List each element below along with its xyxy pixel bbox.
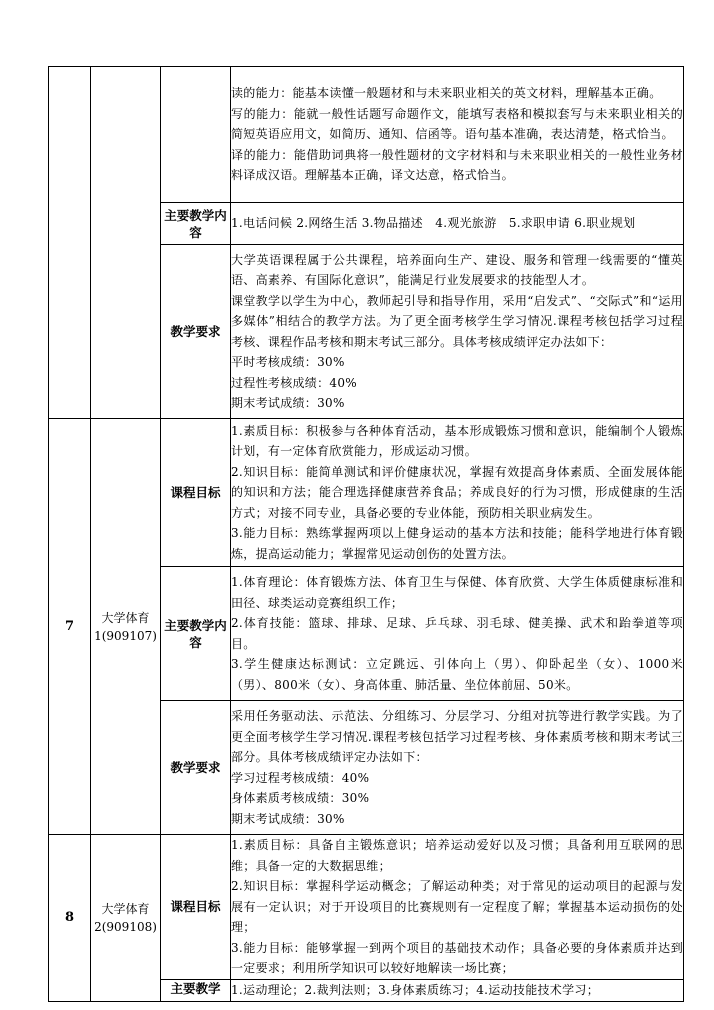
content-text: 1.体育理论：体育锻炼方法、体育卫生与保健、体育欣赏、大学生体质健康标准和田径、球类运动竞赛组织工作；: [231, 575, 683, 610]
course-name-cell: [91, 835, 161, 1002]
course-name-cell: [91, 419, 161, 835]
goal-text: 1.素质目标：具备自主锻炼意识；培养运动爱好以及习惯；具备利用互联网的思维；具备一定的大数据思维；: [231, 838, 683, 873]
reading-ability-text: 读的能力：能基本读懂一般题材和与未来职业相关的英文材料，理解基本正确。: [231, 86, 662, 101]
goal-text: 3.能力目标：能够掌握一到两个项目的基础技术动作；具备必要的身体素质并达到一定要求；利用所学知识可以较好地解读一场比赛；: [231, 940, 683, 975]
writing-ability-text: 写的能力：能就一般性话题写命题作文，能填写表格和模拟套写与未来职业相关的简短英语应用文，如简历、通知、信函等。语句基本准确，表达清楚，格式恰当。: [231, 106, 683, 142]
content-text: 1.运动理论；2.裁判法则；3.身体素质练习；4.运动技能技术学习；: [231, 982, 599, 997]
goal-cell: [231, 419, 684, 567]
content-cell: [231, 203, 684, 245]
requirement-label: 教学要求: [161, 701, 231, 835]
score-line: 期末考试成绩：30%: [231, 396, 345, 410]
content-label: 主要教学: [161, 979, 231, 1001]
course-name: 大学体育: [101, 901, 150, 916]
table-row: [49, 67, 684, 203]
requirement-text: 大学英语课程属于公共课程，培养面向生产、建设、服务和管理一线需要的“懂英语、高素养、有国际化意识”，能满足行业发展要求的技能型人才。: [231, 252, 683, 287]
score-line: 身体素质考核成绩：30%: [231, 791, 370, 805]
row-number: 8: [49, 835, 91, 1002]
objectives-cell: [231, 67, 684, 203]
requirement-cell: [231, 701, 684, 835]
goal-cell: [231, 835, 684, 980]
course-code: 1(909107): [94, 628, 157, 643]
row-number-cell: [49, 67, 91, 419]
content-cell: [231, 567, 684, 701]
goal-text: 2.知识目标：能简单测试和评价健康状况，掌握有效提高身体素质、全面发展体能的知识和方法；能合理选择健康营养食品；养成良好的行为习惯，形成健康的生活方式；对接不同专业，具备必要的专业体能，预防相关职业病发生。: [231, 464, 683, 520]
table-row: [49, 835, 684, 980]
table-row: [49, 419, 684, 567]
goal-label: 课程目标: [161, 835, 231, 980]
course-code: 2(909108): [94, 919, 157, 934]
goal-text: 3.能力目标：熟练掌握两项以上健身运动的基本方法和技能；能科学地进行体育锻炼，提高运动能力；掌握常见运动创伤的处置方法。: [231, 526, 683, 561]
label-cell: [161, 67, 231, 203]
score-line: 平时考核成绩：30%: [231, 355, 345, 369]
content-label: 主要教学内容: [161, 567, 231, 701]
requirement-cell: [231, 245, 684, 419]
course-name-cell: [91, 67, 161, 419]
requirement-text: 采用任务驱动法、示范法、分组练习、分层学习、分组对抗等进行教学实践。为了更全面考核学生学习情况.课程考核包括学习过程考核、身体素质考核和期末考试三部分。具体考核成绩评定办法如下：: [231, 709, 683, 764]
score-line: 期末考试成绩：30%: [231, 811, 345, 826]
row-number: 7: [49, 419, 91, 835]
goal-text: 2.知识目标：掌握科学运动概念；了解运动种类；对于常见的运动项目的起源与发展有一定认识；对于开设项目的比赛规则有一定程度了解；掌握基本运动损伤的处理；: [231, 879, 683, 934]
score-line: 学习过程考核成绩：40%: [231, 770, 370, 785]
translation-ability-text: 译的能力：能借助词典将一般性题材的文字材料和与未来职业相关的一般性业务材料译成汉语。理解基本正确，译文达意，格式恰当。: [231, 147, 683, 183]
teaching-content-text: 1.电话问候 2.网络生活 3.物品描述 4.观光旅游 5.求职申请 6.职业规划: [231, 216, 636, 231]
score-line: 过程性考核成绩：40%: [231, 375, 357, 390]
course-name: 大学体育: [101, 610, 150, 625]
content-text: 2.体育技能：篮球、排球、足球、乒乓球、羽毛球、健美操、武术和跆拳道等项目。: [231, 616, 683, 651]
content-label: 主要教学内容: [161, 203, 231, 245]
course-table: [48, 66, 684, 1002]
requirement-text: 课堂教学以学生为中心，教师起引导和指导作用，采用“启发式”、“交际式”和“运用多媒体”相结合的教学方法。为了更全面考核学生学习情况.课程考核包括学习过程考核、课程作品考核和期末考试三部分。具体考核成绩评定办法如下：: [231, 293, 683, 349]
content-text: 3.学生健康达标测试：立定跳远、引体向上（男）、仰卧起坐（女）、1000米（男）、800米（女）、身高体重、肺活量、坐位体前屈、50米。: [231, 657, 683, 692]
requirement-label: 教学要求: [161, 245, 231, 419]
goal-label: 课程目标: [161, 419, 231, 567]
content-cell: [231, 979, 684, 1001]
goal-text: 1.素质目标：积极参与各种体育活动，基本形成锻炼习惯和意识，能编制个人锻炼计划，有一定体育欣赏能力，形成运动习惯。: [231, 423, 683, 459]
